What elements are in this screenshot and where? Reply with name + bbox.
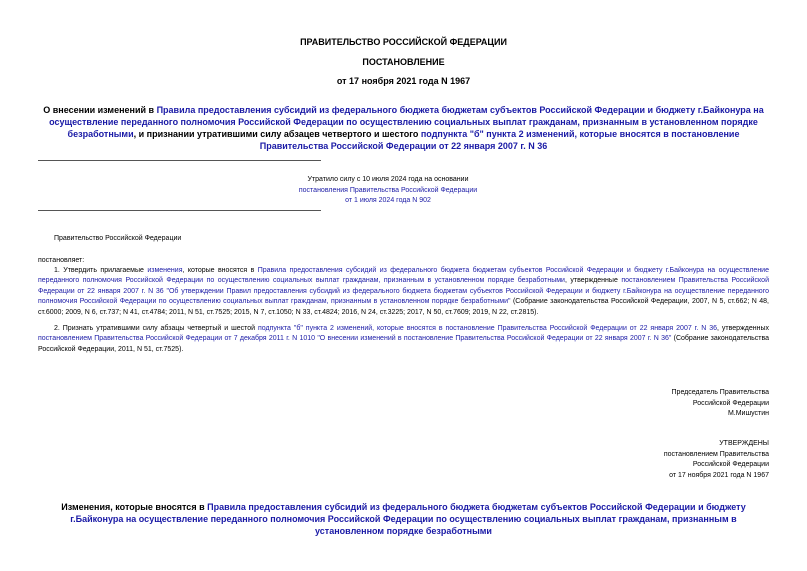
document-type-heading: ПОСТАНОВЛЕНИЕ <box>362 57 445 67</box>
lost-force-link-line3[interactable]: от 1 июля 2024 года N 902 <box>345 197 431 204</box>
divider-top <box>38 160 321 161</box>
p2-text-c: (Собрание законодательства Российской Федерации, 2011, N 51, ст.7525). <box>38 335 769 353</box>
title-prefix: О внесении изменений в <box>43 105 157 115</box>
divider-bottom <box>38 210 321 211</box>
approved-block <box>664 439 769 481</box>
lost-force-note <box>38 175 598 207</box>
approved-line3: Российской Федерации <box>692 461 769 468</box>
decrees-text: постановляет: <box>38 257 85 264</box>
paragraph-2 <box>38 324 769 355</box>
p1-decree-link[interactable]: постановлением Правительства Российской Федерации от 22 января 2007 г. N 36 "Об утверждении Правил предоставления субсидий из федерального бюджета бюджетам субъектов Российской Федерации и бюджету г.Байконура на осуществление переданного полномочия Российской Федерации по осуществлению социальных выплат гражданам, признанным в установленном порядке безработными" <box>38 277 769 306</box>
signature-line2: Российской Федерации <box>692 399 769 407</box>
approved-line2: постановлением Правительства <box>663 450 769 458</box>
title-middle: , и признании утратившими силу абзацев четвертого и шестого <box>133 129 421 139</box>
signature-name: М.Мишустин <box>727 410 769 417</box>
p1-rules-link[interactable]: Правила предоставления субсидий из федерального бюджета бюджетам субъектов Российской Федерации и бюджету г.Байконура на осуществление переданного полномочия Российской Федерации по осуществлению социальных выплат гражданам, признанным в установленном порядке безработными <box>38 267 769 285</box>
changes-heading <box>38 501 769 537</box>
p1-changes-link[interactable]: изменения <box>147 267 183 274</box>
changes-rules-link[interactable]: Правила предоставления субсидий из федерального бюджета бюджетам субъектов Российской Федерации и бюджету г.Байконура на осуществление переданного полномочия Российской Федерации по осуществлению социальных выплат гражданам, признанным в установленном порядке безработными <box>70 502 746 536</box>
p1-text-d: (Собрание законодательства Российской Федерации, 2007, N 5, ст.662; N 48, ст.6000; 2009, N 6, ст.737; N 41, ст.4784; 2011, N 51, ст.7525; 2015, N 7, ст.1050; N 33, ст.4824; 2016, N 24, ст.3225; 2017, N 50, ст.7609; 2019, N 22, ст.2815). <box>38 298 769 316</box>
p1-text-c: , утвержденные <box>564 277 622 285</box>
government-text: Правительство Российской Федерации <box>54 235 182 242</box>
paragraph-1 <box>38 266 769 318</box>
approved-line4: от 17 ноября 2021 года N 1967 <box>669 471 769 479</box>
p1-text-b: , которые вносятся в <box>182 267 258 274</box>
title-subpoint-link[interactable]: подпункта "б" пункта 2 изменений, которые вносятся в постановление Правительства Российской Федерации от 22 января 2007 г. N 36 <box>259 129 740 151</box>
lost-force-line1: Утратило силу с 10 июля 2024 года на основании <box>307 176 469 183</box>
p2-subpoint-link[interactable]: подпункта "б" пункта 2 изменений, которые вносятся в постановление Правительства Российской Федерации от 22 января 2007 г. N 36 <box>257 325 718 332</box>
lost-force-link-line2[interactable]: постановления Правительства Российской Федерации <box>298 186 478 194</box>
approved-line1: УТВЕРЖДЕНЫ <box>719 440 769 447</box>
signature-block <box>672 388 769 420</box>
p2-text-a: 2. Признать утратившими силу абзацы четвертый и шестой <box>54 325 258 332</box>
p2-text-b: , утвержденных <box>717 325 769 332</box>
document-date-number: от 17 ноября 2021 года N 1967 <box>336 76 471 86</box>
p1-text-a: 1. Утвердить прилагаемые <box>54 267 148 274</box>
organization-heading: ПРАВИТЕЛЬСТВО РОССИЙСКОЙ ФЕДЕРАЦИИ <box>300 37 507 47</box>
document-title <box>38 104 769 152</box>
title-rules-link[interactable]: Правила предоставления субсидий из федерального бюджета бюджетам субъектов Российской Федерации и бюджету г.Байконура на осуществление переданного полномочия Российской Федерации по осуществлению социальных выплат гражданам, признанным в установленном порядке безработными <box>49 105 764 139</box>
signature-line1: Председатель Правительства <box>671 389 769 396</box>
changes-prefix: Изменения, которые вносятся в <box>61 502 208 512</box>
p2-decree-link[interactable]: постановлением Правительства Российской Федерации от 7 декабря 2011 г. N 1010 "О внесении изменений в постановление Правительства Российской Федерации от 22 января 2007 г. N 36" <box>38 335 672 343</box>
